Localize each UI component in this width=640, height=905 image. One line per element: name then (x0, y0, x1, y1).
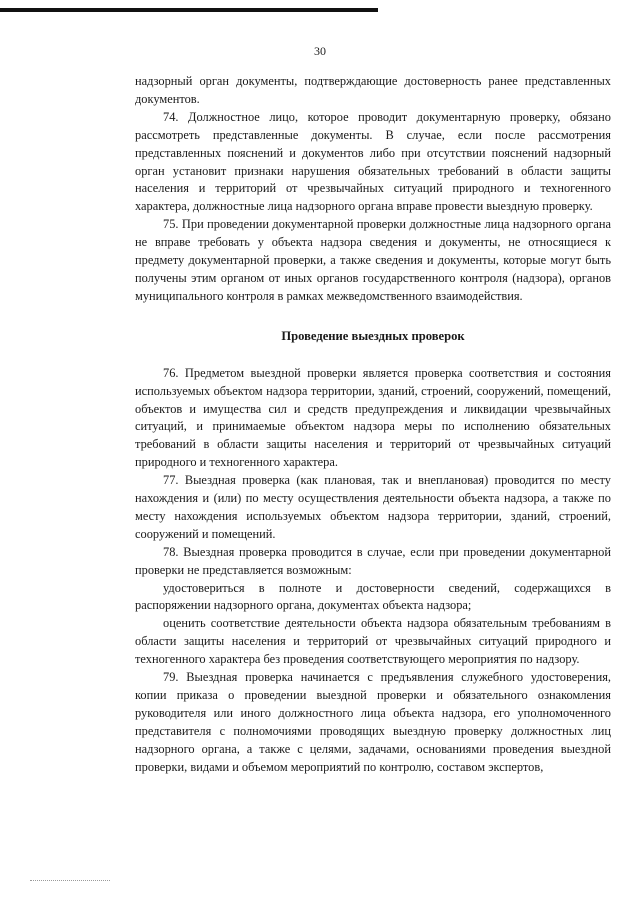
paragraph-74: 74. Должностное лицо, которое проводит документарную проверку, обязано рассмотреть представленные документы. В случае, если после рассмотрения представленных пояснений и документов либо при отсутствии пояснений надзорный орган установит признаки нарушения обязательных требований в области защиты населения и территорий от чрезвычайных ситуаций природного и техногенного характера, должностные лица надзорного органа вправе провести выездную проверку. (135, 109, 611, 214)
paragraph-75: 75. При проведении документарной проверки должностные лица надзорного органа не вправе требовать у объекта надзора сведения и документы, не относящиеся к предмету документарной проверки, а также сведения и документы, которые могут быть получены этим органом от иных органов государственного контроля (надзора), органов муниципального контроля в рамках межведомственного взаимодействия. (135, 217, 611, 303)
paragraph-continuation: надзорный орган документы, подтверждающие достоверность ранее представленных документов. (135, 74, 611, 106)
paragraph-78-item-1: удостовериться в полноте и достоверности сведений, содержащихся в распоряжении надзорного органа, документах объекта надзора; (135, 580, 611, 613)
page-number: 30 (314, 44, 326, 58)
paragraph-78: 78. Выездная проверка проводится в случае, если при проведении документарной проверки не представляется возможным: (135, 544, 611, 577)
paragraph-79: 79. Выездная проверка начинается с предъявления служебного удостоверения, копии приказа о проведении выездной проверки и обязательного ознакомления руководителя или иного должностного лица объекта надзора, его уполномоченного представителя с полномочиями проводящих выездную проверку должностных лиц надзорного органа, а также с целями, задачами, основаниями проведения выездной проверки, видами и объемом мероприятий по контролю, составом экспертов, (135, 670, 611, 774)
paragraph-76: 76. Предметом выездной проверки является проверка соответствия и состояния используемых объектом надзора территории, зданий, строений, сооружений, помещений, объектов и имущества сил и средств предупреждения и ликвидации чрезвычайных ситуаций, и принимаемые объектом надзора меры по исполнению обязательных требований в области защиты населения и территорий от чрезвычайных ситуаций природного и техногенного характера. (135, 365, 611, 470)
paragraph-77: 77. Выездная проверка (как плановая, так и внеплановая) проводится по месту нахождения и (или) по месту осуществления деятельности объекта надзора, а также по месту нахождения используемых объектом надзора территории, зданий, строений, сооружений и помещений. (135, 473, 611, 541)
paragraph-78-item-2: оценить соответствие деятельности объекта надзора обязательным требованиям в области защиты населения и территорий от чрезвычайных ситуаций природного и техногенного характера без проведения соответствующего мероприятия по надзору. (135, 616, 611, 667)
top-edge-rule (0, 8, 378, 12)
scan-artifact-mark (30, 880, 110, 882)
document-body (135, 73, 611, 777)
section-heading: Проведение выездных проверок (281, 328, 465, 343)
